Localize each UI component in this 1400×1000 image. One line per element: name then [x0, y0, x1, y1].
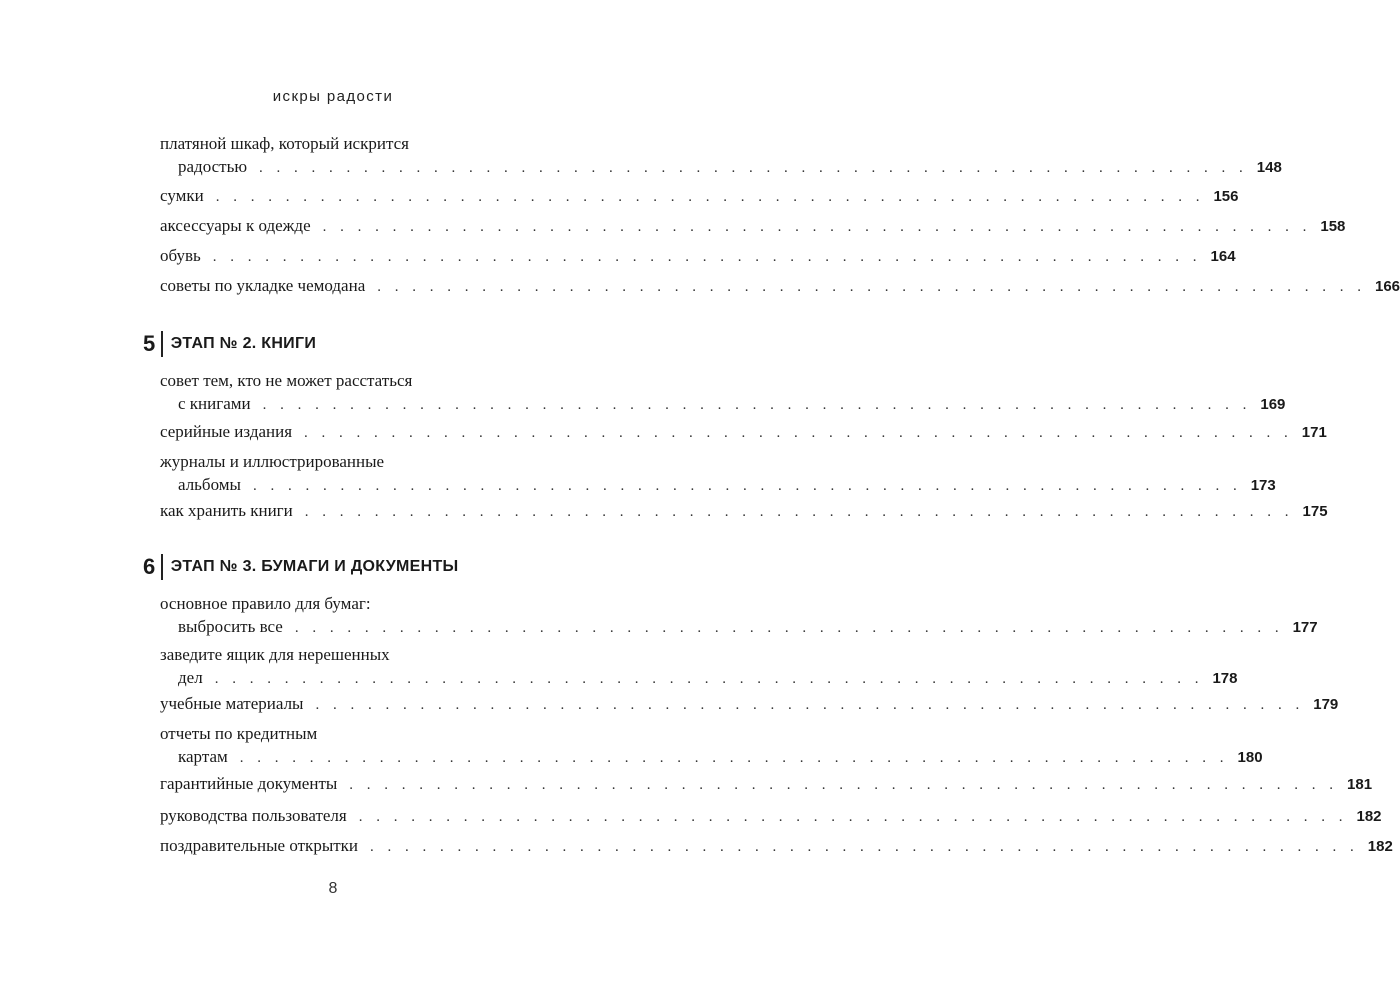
- dot-leader: . . . . . . . . . . . . . . . . . . . . . . . . . . . . . . . . . . . . . . . . . . . . . . . . . . . . . . . . .: [294, 620, 1284, 636]
- toc-entry[interactable]: [160, 772, 1373, 797]
- toc-entry-label: с книгами: [178, 394, 251, 413]
- toc-entry-label: серийные издания: [160, 422, 293, 441]
- toc-entry[interactable]: [160, 692, 1339, 717]
- toc-entry-page: 178: [1212, 670, 1238, 687]
- dot-leader: . . . . . . . . . . . . . . . . . . . . . . . . . . . . . . . . . . . . . . . . . . . . . . . . . . . . . . . . .: [215, 189, 1205, 205]
- toc-entry[interactable]: [160, 420, 1327, 445]
- toc-entry-page: 166: [1375, 278, 1400, 295]
- toc-entry-label: радостью: [178, 157, 248, 176]
- toc-entry[interactable]: [160, 184, 1239, 209]
- toc-entry-page: 169: [1260, 396, 1286, 413]
- toc-entry-first-line: платяной шкаф, который искрится: [160, 134, 409, 153]
- dot-leader: . . . . . . . . . . . . . . . . . . . . . . . . . . . . . . . . . . . . . . . . . . . . . . . . . . . . . . . . .: [214, 671, 1204, 687]
- dot-leader: . . . . . . . . . . . . . . . . . . . . . . . . . . . . . . . . . . . . . . . . . . . . . . . . . . . . . . . . .: [358, 809, 1348, 825]
- toc-entry[interactable]: [160, 214, 1346, 239]
- toc-entry-page: 158: [1320, 218, 1346, 235]
- toc-entry-label: сумки: [160, 186, 204, 205]
- dot-leader: . . . . . . . . . . . . . . . . . . . . . . . . . . . . . . . . . . . . . . . . . . . . . . . . . . . . . . . . .: [322, 219, 1312, 235]
- dot-leader: . . . . . . . . . . . . . . . . . . . . . . . . . . . . . . . . . . . . . . . . . . . . . . . . . . . . . . . . .: [304, 504, 1294, 520]
- chapter-divider: [161, 331, 163, 357]
- dot-leader: . . . . . . . . . . . . . . . . . . . . . . . . . . . . . . . . . . . . . . . . . . . . . . . . . . . . . . . . .: [349, 777, 1339, 793]
- toc-entry[interactable]: [160, 244, 1236, 269]
- toc-entry-label: поздравительные открытки: [160, 836, 359, 855]
- dot-leader: . . . . . . . . . . . . . . . . . . . . . . . . . . . . . . . . . . . . . . . . . . . . . . . . . . . . . . . . .: [212, 249, 1202, 265]
- dot-leader: . . . . . . . . . . . . . . . . . . . . . . . . . . . . . . . . . . . . . . . . . . . . . . . . . . . . . . . . .: [262, 397, 1252, 413]
- dot-leader: . . . . . . . . . . . . . . . . . . . . . . . . . . . . . . . . . . . . . . . . . . . . . . . . . . . . . . . . .: [252, 478, 1242, 494]
- toc-entry-label: альбомы: [178, 475, 241, 494]
- chapter-title: ЭТАП № 2. КНИГИ: [170, 335, 317, 352]
- toc-entry-page: 171: [1301, 424, 1327, 441]
- toc-entry[interactable]: [160, 274, 1400, 299]
- toc-entry-page: 180: [1237, 749, 1263, 766]
- toc-entry[interactable]: [160, 369, 1286, 417]
- toc-entry[interactable]: [160, 722, 1263, 770]
- toc-entry-page: 156: [1213, 188, 1239, 205]
- chapter-number: 6: [143, 554, 156, 579]
- toc-entry-label: обувь: [160, 246, 201, 265]
- toc-entry-first-line: журналы и иллюстрированные: [160, 452, 385, 471]
- chapter-title: ЭТАП № 3. БУМАГИ И ДОКУМЕНТЫ: [170, 558, 459, 575]
- toc-entry-label: картам: [178, 747, 228, 766]
- dot-leader: . . . . . . . . . . . . . . . . . . . . . . . . . . . . . . . . . . . . . . . . . . . . . . . . . . . . . . . . .: [315, 697, 1305, 713]
- toc-entry-page: 182: [1367, 838, 1393, 855]
- toc-entry-page: 177: [1292, 619, 1318, 636]
- toc-entry-first-line: отчеты по кредитным: [160, 724, 318, 743]
- chapter-number: 5: [143, 331, 156, 356]
- toc-entry[interactable]: [160, 450, 1276, 498]
- toc-entry-page: 179: [1313, 696, 1339, 713]
- chapter-heading[interactable]: [143, 554, 459, 580]
- toc-entry[interactable]: [160, 804, 1382, 829]
- toc-entry-page: 181: [1347, 776, 1373, 793]
- toc-entry[interactable]: [160, 499, 1328, 524]
- toc-entry-label: аксессуары к одежде: [160, 216, 311, 235]
- dot-leader: . . . . . . . . . . . . . . . . . . . . . . . . . . . . . . . . . . . . . . . . . . . . . . . . . . . . . . . . .: [370, 839, 1359, 855]
- dot-leader: . . . . . . . . . . . . . . . . . . . . . . . . . . . . . . . . . . . . . . . . . . . . . . . . . . . . . . . . .: [377, 279, 1366, 295]
- toc-entry[interactable]: [160, 643, 1238, 691]
- toc-entry[interactable]: [160, 834, 1393, 859]
- toc-entry-label: учебные материалы: [160, 694, 304, 713]
- toc-entry[interactable]: [160, 132, 1282, 180]
- dot-leader: . . . . . . . . . . . . . . . . . . . . . . . . . . . . . . . . . . . . . . . . . . . . . . . . . . . . . . . . .: [259, 160, 1248, 176]
- toc-entry-page: 182: [1356, 808, 1382, 825]
- toc-entry-label: советы по укладке чемодана: [160, 276, 366, 295]
- running-head: искры радости: [272, 88, 394, 105]
- toc-entry-first-line: совет тем, кто не может расстаться: [160, 371, 413, 390]
- toc-entry-page: 148: [1256, 159, 1282, 176]
- dot-leader: . . . . . . . . . . . . . . . . . . . . . . . . . . . . . . . . . . . . . . . . . . . . . . . . . . . . . . . . .: [304, 425, 1293, 441]
- toc-entry-page: 164: [1210, 248, 1236, 265]
- dot-leader: . . . . . . . . . . . . . . . . . . . . . . . . . . . . . . . . . . . . . . . . . . . . . . . . . . . . . . . . .: [239, 750, 1229, 766]
- toc-entry-first-line: заведите ящик для нерешенных: [160, 645, 390, 664]
- toc-entry-page: 173: [1250, 477, 1276, 494]
- toc-entry-page: 175: [1302, 503, 1328, 520]
- toc-entry-label: дел: [178, 668, 203, 687]
- page-number: 8: [328, 880, 338, 897]
- chapter-divider: [161, 554, 163, 580]
- toc-entry-label: гарантийные документы: [160, 774, 338, 793]
- toc-entry-label: руководства пользователя: [160, 806, 347, 825]
- toc-entry-label: выбросить все: [178, 617, 283, 636]
- toc-entry-first-line: основное правило для бумаг:: [160, 594, 371, 613]
- toc-entry[interactable]: [160, 592, 1318, 640]
- chapter-heading[interactable]: [143, 331, 316, 357]
- toc-entry-label: как хранить книги: [160, 501, 293, 520]
